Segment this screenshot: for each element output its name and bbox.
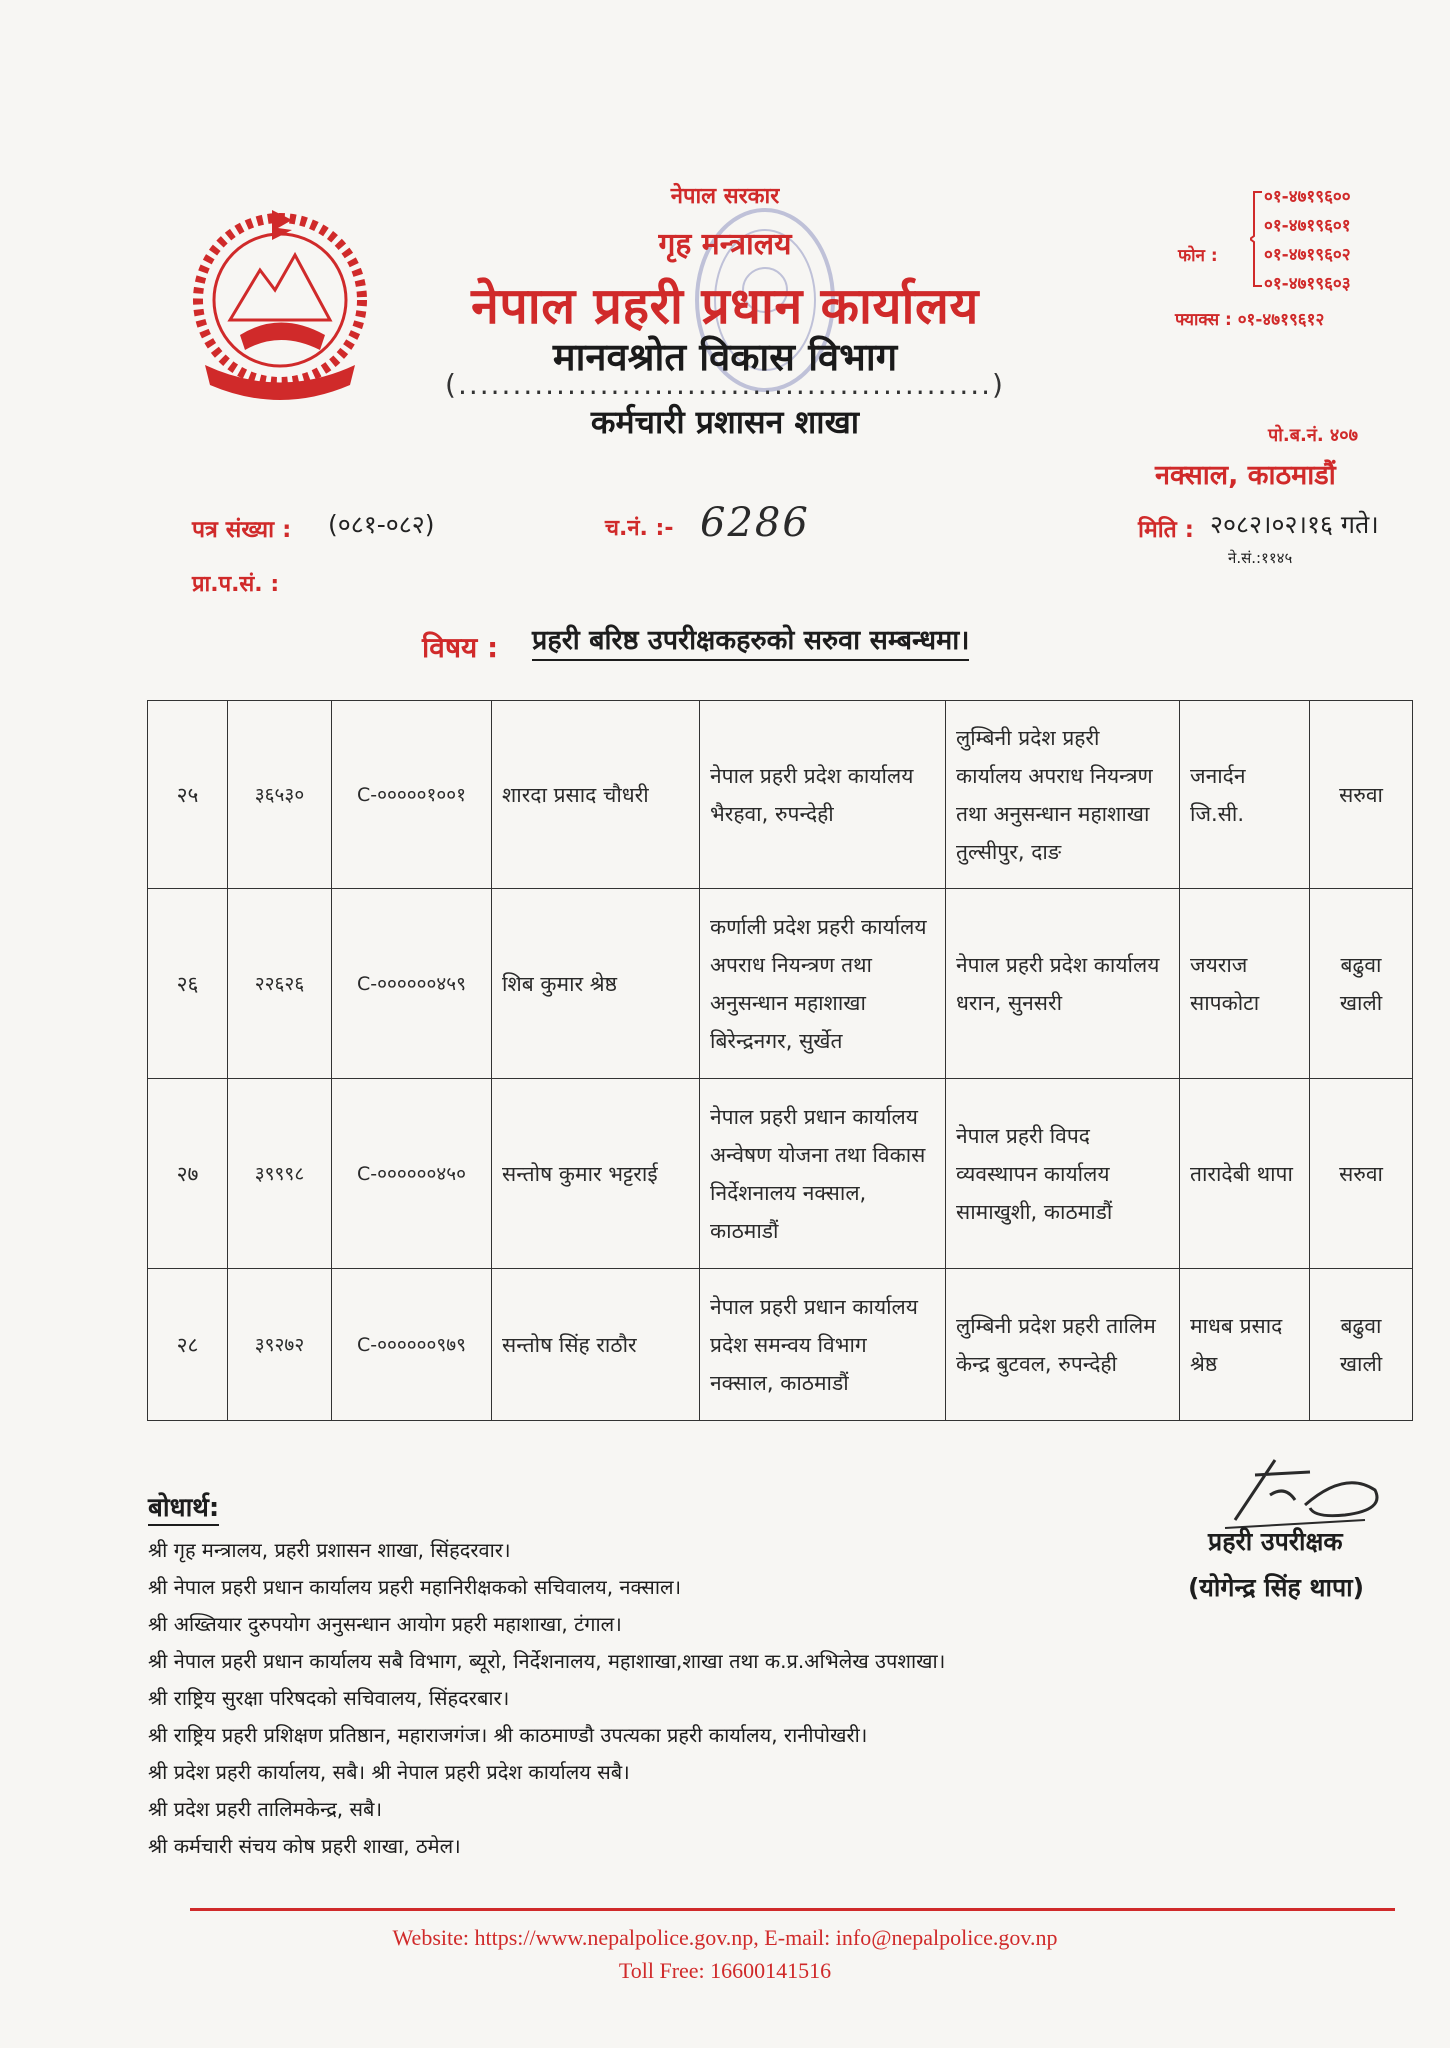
cell-id: ३९२७२ <box>228 1269 332 1421</box>
cell-from: नेपाल प्रहरी प्रधान कार्यालय प्रदेश समन्वय विभाग नक्साल, काठमाडौं <box>700 1269 946 1421</box>
phone-number: ०१-४७१९६०० <box>1264 187 1351 207</box>
cell-replaced: माधब प्रसाद श्रेष्ठ <box>1180 1269 1310 1421</box>
nepal-sambat-date: ने.सं.:११४५ <box>1228 549 1293 567</box>
cell-remark: बढुवा खाली <box>1310 889 1413 1079</box>
cc-item: श्री नेपाल प्रहरी प्रधान कार्यालय प्रहरी महानिरीक्षकको सचिवालय, नक्साल। <box>148 1575 682 1599</box>
department-title: मानवश्रोत विकास विभाग <box>552 335 898 379</box>
cell-remark: सरुवा <box>1310 1079 1413 1269</box>
cell-sn: २६ <box>148 889 228 1079</box>
phone-number: ०१-४७१९६०१ <box>1264 216 1351 236</box>
cc-list <box>148 1532 945 1865</box>
ministry-title: गृह मन्त्रालय <box>658 227 792 262</box>
cell-from: नेपाल प्रहरी प्रदेश कार्यालय भैरहवा, रुपन्देही <box>700 701 946 889</box>
blank-line: (.................................................) <box>445 368 1005 401</box>
footer-tollfree: Toll Free: 16600141516 <box>618 1958 832 1983</box>
cell-replaced: जनार्दन जि.सी. <box>1180 701 1310 889</box>
cc-title: बोधार्थ: <box>148 1488 219 1526</box>
cell-to: लुम्बिनी प्रदेश प्रहरी कार्यालय अपराध नियन्त्रण तथा अनुसन्धान महाशाखा तुल्सीपुर, दाङ <box>946 701 1180 889</box>
signatory-name: (योगेन्द्र सिंह थापा) <box>1188 1573 1365 1602</box>
cell-replaced: तारादेबी थापा <box>1180 1079 1310 1269</box>
cell-sn: २७ <box>148 1079 228 1269</box>
cell-code: C-००००००९७९ <box>332 1269 492 1421</box>
branch-title: कर्मचारी प्रशासन शाखा <box>590 403 860 441</box>
dispatch-number: 6286 <box>700 500 810 546</box>
dispatch-label: च.नं. :- <box>605 516 674 541</box>
subject-text: प्रहरी बरिष्ठ उपरीक्षकहरुको सरुवा सम्बन्धमा। <box>532 620 969 661</box>
cell-remark: बढुवा खाली <box>1310 1269 1413 1421</box>
cell-id: २२६२६ <box>228 889 332 1079</box>
brace-icon <box>1250 190 1264 288</box>
cell-from: कर्णाली प्रदेश प्रहरी कार्यालय अपराध नियन्त्रण तथा अनुसन्धान महाशाखा बिरेन्द्रनगर, सुर्खेत <box>700 889 946 1079</box>
cell-name: शारदा प्रसाद चौधरी <box>492 701 700 889</box>
cc-item: श्री प्रदेश प्रहरी कार्यालय, सबै। श्री नेपाल प्रहरी प्रदेश कार्यालय सबै। <box>148 1760 630 1784</box>
subject-label: विषय : <box>422 631 499 664</box>
transfer-table <box>147 700 1413 1421</box>
cc-item: श्री गृह मन्त्रालय, प्रहरी प्रशासन शाखा, सिंहदरवार। <box>148 1538 511 1562</box>
table-row <box>148 1079 1413 1269</box>
cell-name: सन्तोष सिंह राठौर <box>492 1269 700 1421</box>
cc-item: श्री कर्मचारी संचय कोष प्रहरी शाखा, ठमेल। <box>148 1834 461 1858</box>
cell-from: नेपाल प्रहरी प्रधान कार्यालय अन्वेषण योजना तथा विकास निर्देशनालय नक्साल, काठमाडौं <box>700 1079 946 1269</box>
cell-code: C-००००००४५० <box>332 1079 492 1269</box>
cell-id: ३९९९८ <box>228 1079 332 1269</box>
footer-contact: Website: https://www.nepalpolice.gov.np, E-mail: info@nepalpolice.gov.np <box>392 1925 1058 1950</box>
cc-item: श्री राष्ट्रिय प्रहरी प्रशिक्षण प्रतिष्ठान, महाराजगंज। श्री काठमाण्डौ उपत्यका प्रहरी कार्यालय, रानीपोखरी। <box>148 1723 868 1747</box>
cell-name: शिब कुमार श्रेष्ठ <box>492 889 700 1079</box>
date-value: २०८२।०२।१६ गते। <box>1210 510 1379 539</box>
office-location: नक्साल, काठमाडौं <box>1155 460 1336 491</box>
date-label: मिति : <box>1138 517 1194 543</box>
cell-sn: २८ <box>148 1269 228 1421</box>
cell-to: नेपाल प्रहरी प्रदेश कार्यालय धरान, सुनसरी <box>946 889 1180 1079</box>
prps-label: प्रा.प.सं. : <box>192 572 280 597</box>
office-title: नेपाल प्रहरी प्रधान कार्यालय <box>471 277 979 335</box>
footer-divider <box>190 1908 1395 1911</box>
cell-to: नेपाल प्रहरी विपद व्यवस्थापन कार्यालय सामाखुशी, काठमाडौं <box>946 1079 1180 1269</box>
ref-value: (०८१-०८२) <box>328 510 435 539</box>
cc-item: श्री नेपाल प्रहरी प्रधान कार्यालय सबै विभाग, ब्यूरो, निर्देशनालय, महाशाखा,शाखा तथा क.प्र.अभिलेख उपशाखा। <box>148 1649 946 1673</box>
cell-id: ३६५३० <box>228 701 332 889</box>
phone-number: ०१-४७१९६०३ <box>1264 274 1351 294</box>
table-row <box>148 1269 1413 1421</box>
cc-item: श्री अख्तियार दुरुपयोग अनुसन्धान आयोग प्रहरी महाशाखा, टंगाल। <box>148 1612 622 1636</box>
phone-number: ०१-४७१९६०२ <box>1264 245 1351 265</box>
cell-remark: सरुवा <box>1310 701 1413 889</box>
cell-to: लुम्बिनी प्रदेश प्रहरी तालिम केन्द्र बुटवल, रुपन्देही <box>946 1269 1180 1421</box>
cell-name: सन्तोष कुमार भट्टराई <box>492 1079 700 1269</box>
phone-label: फोन : <box>1178 246 1218 266</box>
phone-numbers <box>1264 183 1351 299</box>
cell-replaced: जयराज सापकोटा <box>1180 889 1310 1079</box>
po-box: पो.ब.नं. ४०७ <box>1268 425 1359 446</box>
table-row <box>148 701 1413 889</box>
cc-item: श्री राष्ट्रिय सुरक्षा परिषदको सचिवालय, सिंहदरबार। <box>148 1686 510 1710</box>
fax-number: फ्याक्स : ०१-४७१९६१२ <box>1175 310 1325 330</box>
table-row <box>148 889 1413 1079</box>
ref-label: पत्र संख्या : <box>192 517 292 543</box>
government-title: नेपाल सरकार <box>670 184 780 209</box>
cell-sn: २५ <box>148 701 228 889</box>
cc-item: श्री प्रदेश प्रहरी तालिमकेन्द्र, सबै। <box>148 1797 383 1821</box>
cell-code: C-०००००१००१ <box>332 701 492 889</box>
signatory-title: प्रहरी उपरीक्षक <box>1208 1527 1343 1556</box>
cell-code: C-००००००४५९ <box>332 889 492 1079</box>
